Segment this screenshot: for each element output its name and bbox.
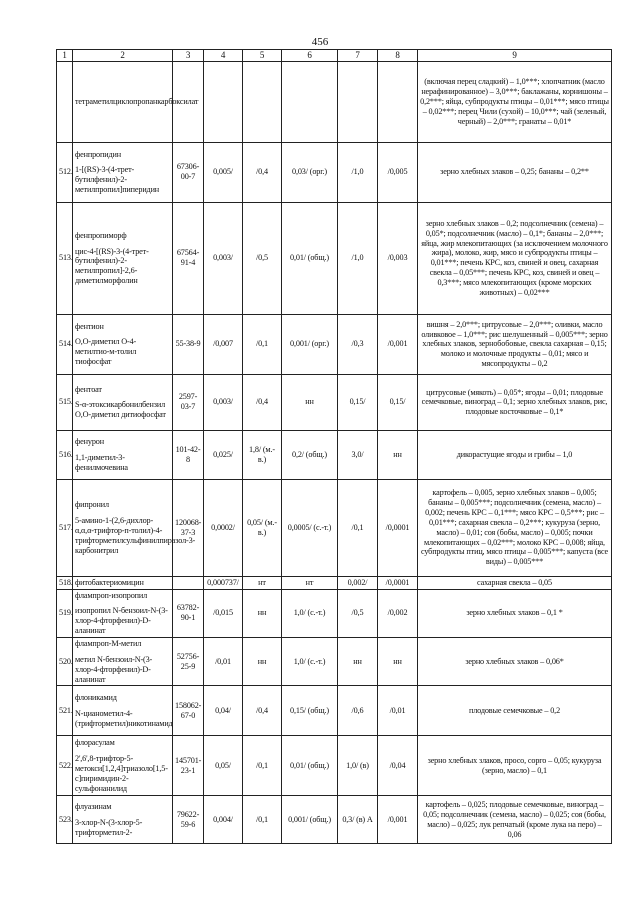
cas-number: 63782-90-1 xyxy=(173,589,204,637)
food-limits: зерно хлебных злаков – 0,25; бананы – 0,2** xyxy=(418,142,612,202)
water-value: 0,001/ (общ.) xyxy=(282,796,338,844)
water-value: 0,15/ (общ.) xyxy=(282,686,338,736)
air-atmos-value: /0,001 xyxy=(378,796,418,844)
chemical-name: 1-[(RS)-3-(4-трет-бутилфенил)-2-метилпропил]пиперидин xyxy=(75,165,160,195)
air-workzone-value: 0,15/ xyxy=(338,374,378,430)
header-row xyxy=(57,50,612,62)
table-row xyxy=(57,142,612,202)
food-limits: картофель – 0,005, зерно хлебных злаков – 0,005; бананы – 0,005***; подсолнечник (семена, масло) – 0,002; печень КРС – 0,1***; мясо КРС – 0,5***; рис – 0,01***; сахарная свекла – 0,2***; кукуруза (зерно, масло) – 0,01; соя (бобы, масло) – 0,005; почки млекопитающих – 0,02***; молоко КРС – 0,008; яйца, субпродукты птиц, мясо птицы – 0,005***; капуста (все виды) – 0,005*** xyxy=(418,479,612,576)
table-row xyxy=(57,736,612,796)
cas-number: 101-42-8 xyxy=(173,430,204,479)
substance-name: флампроп-изопропил xyxy=(75,590,148,600)
adi-value: 0,04/ xyxy=(204,686,243,736)
substance-name: фипронил xyxy=(75,500,109,510)
substance-cell xyxy=(73,686,173,736)
substance-name: фенпропидин xyxy=(75,149,121,159)
adi-value: 0,05/ xyxy=(204,736,243,796)
soil-value: нт xyxy=(243,576,282,589)
table-row xyxy=(57,374,612,430)
air-workzone-value: 0,002/ xyxy=(338,576,378,589)
chemical-name: изопропил N-бензоил-N-(3-хлор-4-фторфенил)-D-аланинат xyxy=(75,606,168,636)
adi-value: 0,025/ xyxy=(204,430,243,479)
table-row xyxy=(57,61,612,142)
substance-cell xyxy=(73,314,173,374)
water-value: 0,0005/ (с.-т.) xyxy=(282,479,338,576)
substance-name: фенурон xyxy=(75,437,104,447)
water-value: 1,0/ (с.-т.) xyxy=(282,638,338,686)
adi-value: 0,000737/ xyxy=(204,576,243,589)
cas-number: 55-38-9 xyxy=(173,314,204,374)
water-value: 0,03/ (орг.) xyxy=(282,142,338,202)
air-atmos-value: /0,002 xyxy=(378,589,418,637)
water-value: нн xyxy=(282,374,338,430)
food-limits: картофель – 0,025; плодовые семечковые, виноград – 0,05; подсолнечник (семена, масло) – 0,025; соя (бобы, масло) – 0,025; лук репчатый (кроме лука на перо) – 0,06 xyxy=(418,796,612,844)
food-limits: цитрусовые (мякоть) – 0,05*; ягоды – 0,01; плодовые семечковые, виноград – 0,1; зерно хлебных злаков, рис, плодовые косточковые – 0,1* xyxy=(418,374,612,430)
header-col-3: 3 xyxy=(173,50,204,62)
row-number: 522. xyxy=(57,736,73,796)
cas-number xyxy=(173,576,204,589)
soil-value: 1,8/ (м.-в.) xyxy=(243,430,282,479)
food-limits: зерно хлебных злаков – 0,2; подсолнечник (семена) – 0,05*; подсолнечник (масло) – 0,1*; бананы – 2,0***; яйца, жир млекопитающих (за исключением молочного жира), молоко, жир, мясо и субпродукты птицы – 0,01***; печень КРС, коз, свиней и овец, сахарная свекла – 0,05***; печень КРС, коз, свиней и овец – 0,3***; мясо млекопитающих (кроме морских животных) – 0,02*** xyxy=(418,202,612,314)
air-workzone-value: 3,0/ xyxy=(338,430,378,479)
adi-value: /0,01 xyxy=(204,638,243,686)
adi-value: /0,007 xyxy=(204,314,243,374)
substance-name: флорасулам xyxy=(75,738,115,748)
soil-value: /0,5 xyxy=(243,202,282,314)
row-number: 518. xyxy=(57,576,73,589)
cas-number: 145701-23-1 xyxy=(173,736,204,796)
table-row xyxy=(57,314,612,374)
food-limits: (включая перец сладкий) – 1,0***; хлопчатник (масло нерафинированное) – 3,0***; баклажаны, корнишоны – 0,2***; яйца, субпродукты птицы – 0,01***; мясо птицы – 0,02***; перец Чили (сухой) – 10,0***; чай (зеленый, черный) – 2,0***; гранаты – 0,01* xyxy=(418,61,612,142)
substance-cell xyxy=(73,430,173,479)
table-row xyxy=(57,576,612,589)
water-value: 0,001/ (орг.) xyxy=(282,314,338,374)
chemical-name: 3-хлор-N-(3-хлор-5-трифторметил-2- xyxy=(75,817,143,837)
chemical-name: метил N-бензоил-N-(3-хлор-4-фторфенил)-D-аланинат xyxy=(75,654,153,684)
substance-cell xyxy=(73,736,173,796)
soil-value: /0,4 xyxy=(243,686,282,736)
substance-cell xyxy=(73,796,173,844)
cas-number: 67564-91-4 xyxy=(173,202,204,314)
air-workzone-value: 0,3/ (в) А xyxy=(338,796,378,844)
air-workzone-value: /0,6 xyxy=(338,686,378,736)
chemical-name: 2',6',8-трифтор-5-метокси[1,2,4]триазоло[1,5-с]пиримидин-2-сульфонанилид xyxy=(75,754,168,793)
substance-name: флампроп-М-метил xyxy=(75,639,142,649)
chemical-name: цис-4-[(RS)-3-(4-трет-бутилфенил)-2-метилпропил]-2,6-диметилморфолин xyxy=(75,246,149,286)
header-col-1: 1 xyxy=(57,50,73,62)
substance-name: фентоат xyxy=(75,384,102,394)
air-workzone-value: /1,0 xyxy=(338,142,378,202)
chemical-name: тетраметилциклопропанкарбоксилат xyxy=(75,96,199,106)
air-workzone-value: /0,5 xyxy=(338,589,378,637)
air-atmos-value xyxy=(378,61,418,142)
soil-value: 0,05/ (м.-в.) xyxy=(243,479,282,576)
row-number: 514. xyxy=(57,314,73,374)
food-limits: сахарная свекла – 0,05 xyxy=(418,576,612,589)
air-atmos-value: 0,15/ xyxy=(378,374,418,430)
cas-number: 2597-03-7 xyxy=(173,374,204,430)
air-atmos-value: /0,005 xyxy=(378,142,418,202)
substance-name: фитобактериомицин xyxy=(75,577,144,587)
adi-value: 0,003/ xyxy=(204,202,243,314)
chemical-name: O,O-диметил O-4-метилтио-м-толил тиофосфат xyxy=(75,337,137,367)
air-atmos-value: /0,01 xyxy=(378,686,418,736)
cas-number: 79622-59-6 xyxy=(173,796,204,844)
air-workzone-value: /1,0 xyxy=(338,202,378,314)
air-atmos-value: /0,0001 xyxy=(378,479,418,576)
cas-number: 158062-67-0 xyxy=(173,686,204,736)
residue-limits-table xyxy=(56,49,612,844)
soil-value: /0,1 xyxy=(243,736,282,796)
water-value: нт xyxy=(282,576,338,589)
water-value: 0,2/ (общ.) xyxy=(282,430,338,479)
substance-cell xyxy=(73,589,173,637)
cas-number: 52756-25-9 xyxy=(173,638,204,686)
food-limits: вишня – 2,0***; цитрусовые – 2,0***; оливки, масло оливковое – 1,0***; рис шелушенный – 0,005***; зерно хлебных злаков, зернобобовые, свекла сахарная – 0,15; молоко и молочные продукты – 0,01; мясо и мясопродукты – 0,2 xyxy=(418,314,612,374)
air-workzone-value: /0,3 xyxy=(338,314,378,374)
row-number: 519. xyxy=(57,589,73,637)
header-col-5: 5 xyxy=(243,50,282,62)
air-atmos-value: /0,003 xyxy=(378,202,418,314)
soil-value: /0,4 xyxy=(243,374,282,430)
header-col-9: 9 xyxy=(418,50,612,62)
header-col-2: 2 xyxy=(73,50,173,62)
air-atmos-value: /0,0001 xyxy=(378,576,418,589)
table-row xyxy=(57,796,612,844)
substance-cell xyxy=(73,202,173,314)
table-row xyxy=(57,686,612,736)
header-col-6: 6 xyxy=(282,50,338,62)
soil-value: нн xyxy=(243,638,282,686)
substance-cell xyxy=(73,374,173,430)
substance-name: фентион xyxy=(75,321,104,331)
adi-value: /0,015 xyxy=(204,589,243,637)
food-limits: зерно хлебных злаков – 0,1 * xyxy=(418,589,612,637)
adi-value: 0,005/ xyxy=(204,142,243,202)
substance-cell xyxy=(73,576,173,589)
water-value: 0,01/ (общ.) xyxy=(282,202,338,314)
cas-number: 67306-00-7 xyxy=(173,142,204,202)
water-value: 0,01/ (общ.) xyxy=(282,736,338,796)
substance-cell xyxy=(73,142,173,202)
water-value xyxy=(282,61,338,142)
air-workzone-value: нн xyxy=(338,638,378,686)
air-workzone-value xyxy=(338,61,378,142)
row-number xyxy=(57,61,73,142)
row-number: 515. xyxy=(57,374,73,430)
food-limits: зерно хлебных злаков – 0,06* xyxy=(418,638,612,686)
row-number: 517. xyxy=(57,479,73,576)
soil-value: нн xyxy=(243,589,282,637)
food-limits: зерно хлебных злаков, просо, сорго – 0,05; кукуруза (зерно, масло) – 0,1 xyxy=(418,736,612,796)
adi-value: 0,004/ xyxy=(204,796,243,844)
soil-value: /0,4 xyxy=(243,142,282,202)
air-workzone-value: /0,1 xyxy=(338,479,378,576)
table-row xyxy=(57,430,612,479)
air-workzone-value: 1,0/ (в) xyxy=(338,736,378,796)
page-number: 456 xyxy=(311,36,329,48)
adi-value xyxy=(204,61,243,142)
row-number: 516. xyxy=(57,430,73,479)
food-limits: плодовые семечковые – 0,2 xyxy=(418,686,612,736)
soil-value: /0,1 xyxy=(243,796,282,844)
substance-name: флуазинам xyxy=(75,802,112,812)
row-number: 512. xyxy=(57,142,73,202)
chemical-name: S-α-этоксикарбонилбензил О,О-диметил дитиофосфат xyxy=(75,400,166,420)
water-value: 1,0/ (с.-т.) xyxy=(282,589,338,637)
air-atmos-value: нн xyxy=(378,430,418,479)
substance-cell xyxy=(73,638,173,686)
soil-value xyxy=(243,61,282,142)
substance-name: флоникамид xyxy=(75,693,117,703)
table-row xyxy=(57,589,612,637)
air-atmos-value: /0,001 xyxy=(378,314,418,374)
air-atmos-value: /0,04 xyxy=(378,736,418,796)
cas-number: 120068-37-3 xyxy=(173,479,204,576)
row-number: 523. xyxy=(57,796,73,844)
header-col-8: 8 xyxy=(378,50,418,62)
substance-name: фенпропиморф xyxy=(75,230,127,240)
row-number: 513. xyxy=(57,202,73,314)
substance-cell xyxy=(73,61,199,142)
header-col-4: 4 xyxy=(204,50,243,62)
header-col-7: 7 xyxy=(338,50,378,62)
table-row xyxy=(57,479,612,576)
chemical-name: N-цианометил-4-(трифторметил)никотинамид xyxy=(75,708,173,728)
chemical-name: 5-амино-1-(2,6-дихлор-α,α,α-трифтор-п-толил)-4-трифторметилсульфинилпиразол-3-карбонитрил xyxy=(75,516,196,555)
table-row xyxy=(57,202,612,314)
adi-value: 0,003/ xyxy=(204,374,243,430)
air-atmos-value: нн xyxy=(378,638,418,686)
soil-value: /0,1 xyxy=(243,314,282,374)
food-limits: дикорастущие ягоды и грибы – 1,0 xyxy=(418,430,612,479)
adi-value: 0,0002/ xyxy=(204,479,243,576)
table-row xyxy=(57,638,612,686)
chemical-name: 1,1-диметил-3-фенилмочевина xyxy=(75,452,128,472)
row-number: 521. xyxy=(57,686,73,736)
row-number: 520. xyxy=(57,638,73,686)
